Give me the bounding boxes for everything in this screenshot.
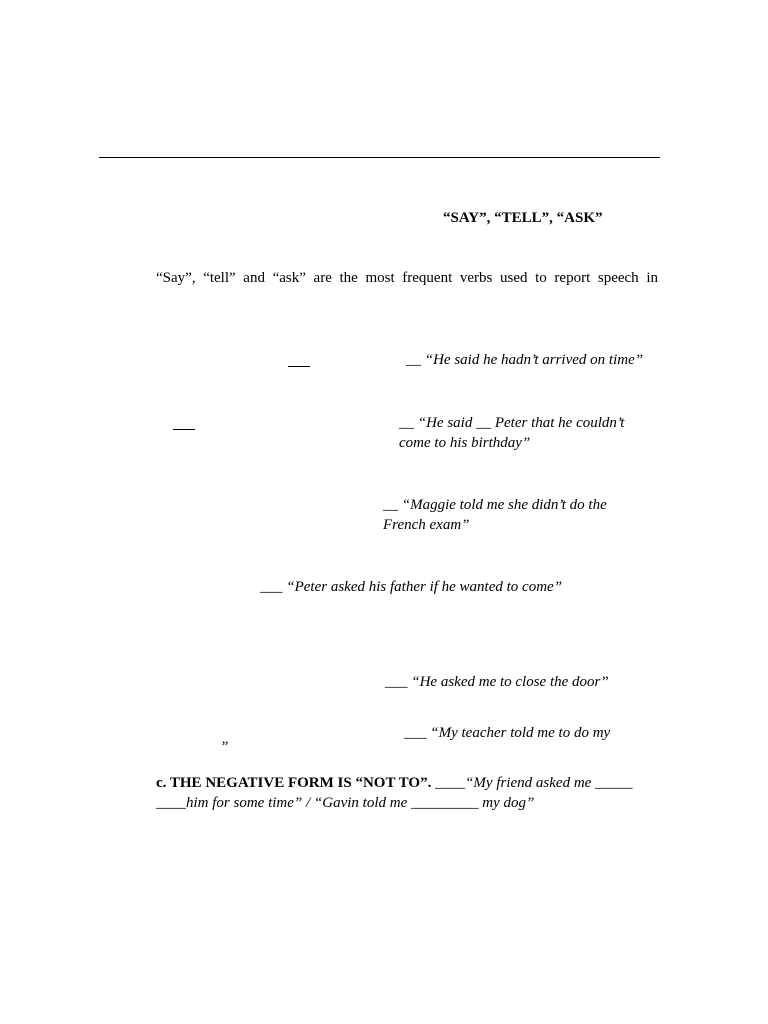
- say-example: __ “He said he hadn’t arrived on time”: [406, 352, 644, 368]
- teacher-example-line2: ”: [220, 739, 229, 755]
- tell-example-line1: __ “He said __ Peter that he couldn’t: [399, 415, 625, 431]
- section-title: “SAY”, “TELL”, “ASK”: [443, 210, 603, 226]
- ask-example: ___ “Peter asked his father if he wanted to come”: [260, 579, 563, 595]
- negative-form-line1: [156, 773, 633, 793]
- negative-form-example-start: “My friend asked me _____: [465, 775, 633, 791]
- tell-example-line2: come to his birthday”: [399, 435, 531, 451]
- maggie-example-line1: __ “Maggie told me she didn’t do the: [383, 497, 607, 513]
- intro-paragraph: “Say”, “tell” and “ask” are the most frequent verbs used to report speech in: [156, 270, 658, 286]
- maggie-example-line2: French exam”: [383, 517, 470, 533]
- close-door-example: ___ “He asked me to close the door”: [385, 674, 609, 690]
- header-rule: [99, 157, 660, 158]
- negative-form-line2: ____him for some time” / “Gavin told me _________ my dog”: [156, 795, 535, 811]
- negative-form-label: c. THE NEGATIVE FORM IS “NOT TO”.: [156, 775, 432, 791]
- blank-mark-2: [173, 429, 195, 430]
- blank-mark-1: [288, 366, 310, 367]
- negative-form-blank: ____: [431, 775, 466, 791]
- teacher-example-line1: ___ “My teacher told me to do my: [404, 725, 611, 741]
